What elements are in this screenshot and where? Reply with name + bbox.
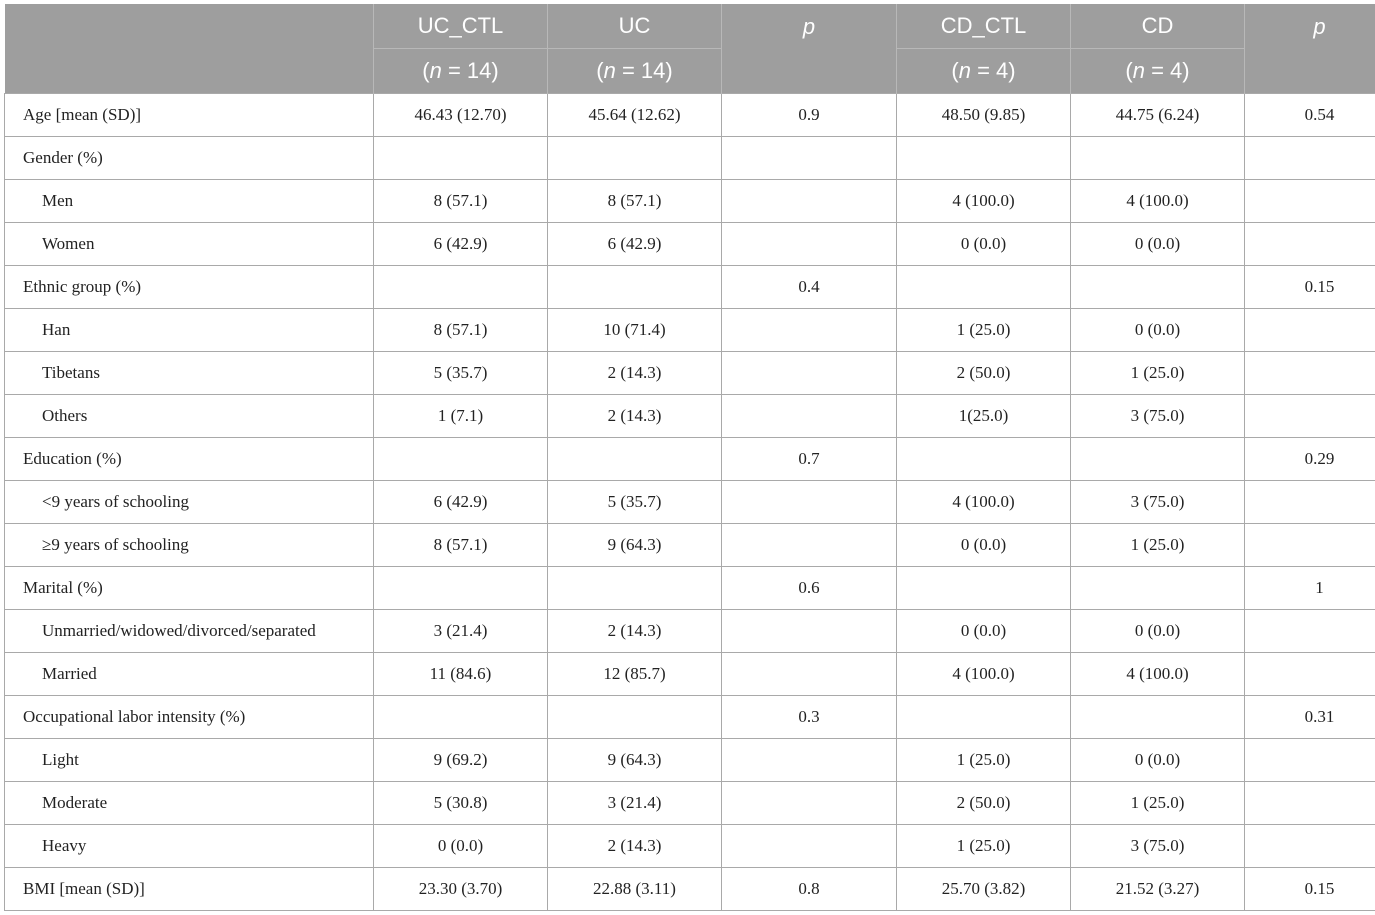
table-row (5, 825, 1375, 868)
table-cell: 45.64 (12.62) (548, 94, 722, 137)
row-label: Gender (%) (5, 137, 374, 180)
header-uc-ctl: UC_CTL (374, 4, 548, 49)
table-cell (548, 137, 722, 180)
table-cell (722, 739, 897, 782)
table-row (5, 309, 1375, 352)
table-cell: 2 (14.3) (548, 825, 722, 868)
table-cell: 0.3 (722, 696, 897, 739)
table-cell (1071, 266, 1245, 309)
table-cell: 8 (57.1) (374, 309, 548, 352)
table-cell (1245, 352, 1375, 395)
table-row (5, 653, 1375, 696)
table-row (5, 137, 1375, 180)
table-row (5, 739, 1375, 782)
table-cell (722, 653, 897, 696)
table-cell (1245, 223, 1375, 266)
table-cell: 0 (0.0) (1071, 739, 1245, 782)
table-cell: 6 (42.9) (548, 223, 722, 266)
table-cell: 12 (85.7) (548, 653, 722, 696)
table-cell: 0 (0.0) (1071, 309, 1245, 352)
table-cell (1245, 481, 1375, 524)
row-label: Unmarried/widowed/divorced/separated (5, 610, 374, 653)
header-n-cd: (n = 4) (1071, 49, 1245, 94)
table-cell (722, 825, 897, 868)
row-label: Others (5, 395, 374, 438)
table-row (5, 524, 1375, 567)
table-cell: 4 (100.0) (1071, 180, 1245, 223)
table-cell: 6 (42.9) (374, 481, 548, 524)
header-n-uc: (n = 14) (548, 49, 722, 94)
table-cell: 0 (0.0) (897, 223, 1071, 266)
table-row (5, 481, 1375, 524)
table-cell: 1 (1245, 567, 1375, 610)
row-label: Age [mean (SD)] (5, 94, 374, 137)
row-label: <9 years of schooling (5, 481, 374, 524)
row-label: ≥9 years of schooling (5, 524, 374, 567)
table-row (5, 438, 1375, 481)
table-row (5, 266, 1375, 309)
table-row (5, 352, 1375, 395)
table-cell: 25.70 (3.82) (897, 868, 1071, 911)
header-p-uc (722, 4, 897, 94)
table-cell (897, 438, 1071, 481)
table-row (5, 610, 1375, 653)
table-cell: 0.8 (722, 868, 897, 911)
header-p-cd-label: p (1313, 13, 1326, 39)
table-cell: 0 (0.0) (897, 524, 1071, 567)
table-cell (897, 137, 1071, 180)
table-cell: 0.7 (722, 438, 897, 481)
row-label: Tibetans (5, 352, 374, 395)
table-cell: 3 (21.4) (374, 610, 548, 653)
table-cell (1245, 309, 1375, 352)
table-cell (722, 524, 897, 567)
table-cell (722, 223, 897, 266)
row-label: Men (5, 180, 374, 223)
table-cell (548, 266, 722, 309)
table-cell: 4 (100.0) (897, 180, 1071, 223)
table-cell (722, 782, 897, 825)
table-cell (374, 567, 548, 610)
table-cell: 4 (100.0) (1071, 653, 1245, 696)
row-label: Married (5, 653, 374, 696)
row-label: BMI [mean (SD)] (5, 868, 374, 911)
row-label: Han (5, 309, 374, 352)
table-cell (374, 137, 548, 180)
table-cell: 2 (14.3) (548, 395, 722, 438)
table-cell (374, 696, 548, 739)
table-cell: 10 (71.4) (548, 309, 722, 352)
table-cell (1071, 438, 1245, 481)
table-cell: 1 (25.0) (897, 309, 1071, 352)
table-cell: 5 (30.8) (374, 782, 548, 825)
table-cell: 1 (7.1) (374, 395, 548, 438)
table-cell: 0.4 (722, 266, 897, 309)
table-cell: 1 (25.0) (1071, 782, 1245, 825)
table-cell: 1 (25.0) (897, 825, 1071, 868)
table-cell: 48.50 (9.85) (897, 94, 1071, 137)
table-cell (722, 309, 897, 352)
table-cell (1071, 567, 1245, 610)
header-cd: CD (1071, 4, 1245, 49)
row-label: Marital (%) (5, 567, 374, 610)
table-cell: 2 (14.3) (548, 352, 722, 395)
table-cell: 23.30 (3.70) (374, 868, 548, 911)
table-cell (1245, 524, 1375, 567)
header-n-cd-ctl: (n = 4) (897, 49, 1071, 94)
table-cell: 0.15 (1245, 868, 1375, 911)
table-cell: 3 (21.4) (548, 782, 722, 825)
header-n-uc-ctl: (n = 14) (374, 49, 548, 94)
table-row (5, 782, 1375, 825)
table-cell (1245, 739, 1375, 782)
table-row (5, 868, 1375, 911)
table-cell: 46.43 (12.70) (374, 94, 548, 137)
table-cell: 3 (75.0) (1071, 825, 1245, 868)
table-cell (374, 266, 548, 309)
row-label: Education (%) (5, 438, 374, 481)
table-cell: 2 (50.0) (897, 782, 1071, 825)
table-cell (722, 137, 897, 180)
table-cell (722, 180, 897, 223)
table-body (5, 94, 1375, 911)
table-cell (897, 567, 1071, 610)
table-cell (1071, 696, 1245, 739)
table-cell: 1 (25.0) (897, 739, 1071, 782)
row-label: Light (5, 739, 374, 782)
table-row (5, 180, 1375, 223)
header-p-cd (1245, 4, 1375, 94)
table-row (5, 223, 1375, 266)
table-header (5, 4, 1375, 94)
table-cell: 9 (64.3) (548, 739, 722, 782)
table-cell: 2 (50.0) (897, 352, 1071, 395)
row-label: Moderate (5, 782, 374, 825)
header-uc: UC (548, 4, 722, 49)
table-cell: 2 (14.3) (548, 610, 722, 653)
table-cell (1245, 610, 1375, 653)
table-cell: 0 (0.0) (1071, 223, 1245, 266)
table-cell: 4 (100.0) (897, 481, 1071, 524)
table-cell: 0.54 (1245, 94, 1375, 137)
table-cell: 0.9 (722, 94, 897, 137)
table-row (5, 395, 1375, 438)
table-cell: 0.29 (1245, 438, 1375, 481)
table-cell: 0 (0.0) (1071, 610, 1245, 653)
table-cell (897, 266, 1071, 309)
table-cell: 0.31 (1245, 696, 1375, 739)
table-cell: 6 (42.9) (374, 223, 548, 266)
table-cell: 5 (35.7) (548, 481, 722, 524)
table-cell: 9 (64.3) (548, 524, 722, 567)
row-label: Women (5, 223, 374, 266)
table-cell: 3 (75.0) (1071, 481, 1245, 524)
header-p-uc-label: p (802, 13, 816, 39)
table-cell: 1 (25.0) (1071, 524, 1245, 567)
table-cell: 44.75 (6.24) (1071, 94, 1245, 137)
table-cell (722, 352, 897, 395)
table-cell (548, 696, 722, 739)
table-cell: 0 (0.0) (897, 610, 1071, 653)
header-cd-ctl: CD_CTL (897, 4, 1071, 49)
table-cell: 8 (57.1) (374, 524, 548, 567)
table-cell: 0 (0.0) (374, 825, 548, 868)
table-cell: 8 (57.1) (374, 180, 548, 223)
table-cell (548, 567, 722, 610)
table-cell (1071, 137, 1245, 180)
table-cell (722, 481, 897, 524)
table-cell: 11 (84.6) (374, 653, 548, 696)
table-cell (897, 696, 1071, 739)
table-cell: 5 (35.7) (374, 352, 548, 395)
table-cell: 9 (69.2) (374, 739, 548, 782)
demographics-table (4, 4, 1375, 911)
table-cell (722, 610, 897, 653)
table-cell: 21.52 (3.27) (1071, 868, 1245, 911)
row-label: Occupational labor intensity (%) (5, 696, 374, 739)
table-cell: 8 (57.1) (548, 180, 722, 223)
table-cell: 0.15 (1245, 266, 1375, 309)
table-row (5, 94, 1375, 137)
row-label: Heavy (5, 825, 374, 868)
row-label: Ethnic group (%) (5, 266, 374, 309)
table-cell (548, 438, 722, 481)
table-cell: 0.6 (722, 567, 897, 610)
table-cell (1245, 395, 1375, 438)
table-cell: 4 (100.0) (897, 653, 1071, 696)
table-cell (1245, 180, 1375, 223)
table-row (5, 567, 1375, 610)
table-cell: 1 (25.0) (1071, 352, 1245, 395)
table-cell: 3 (75.0) (1071, 395, 1245, 438)
table-cell (1245, 653, 1375, 696)
table-cell (722, 395, 897, 438)
table-cell (1245, 825, 1375, 868)
corner-header-cell (5, 4, 374, 94)
table-cell: 1(25.0) (897, 395, 1071, 438)
table-cell (1245, 782, 1375, 825)
table-row (5, 696, 1375, 739)
table-cell: 22.88 (3.11) (548, 868, 722, 911)
table-cell (1245, 137, 1375, 180)
table-cell (374, 438, 548, 481)
